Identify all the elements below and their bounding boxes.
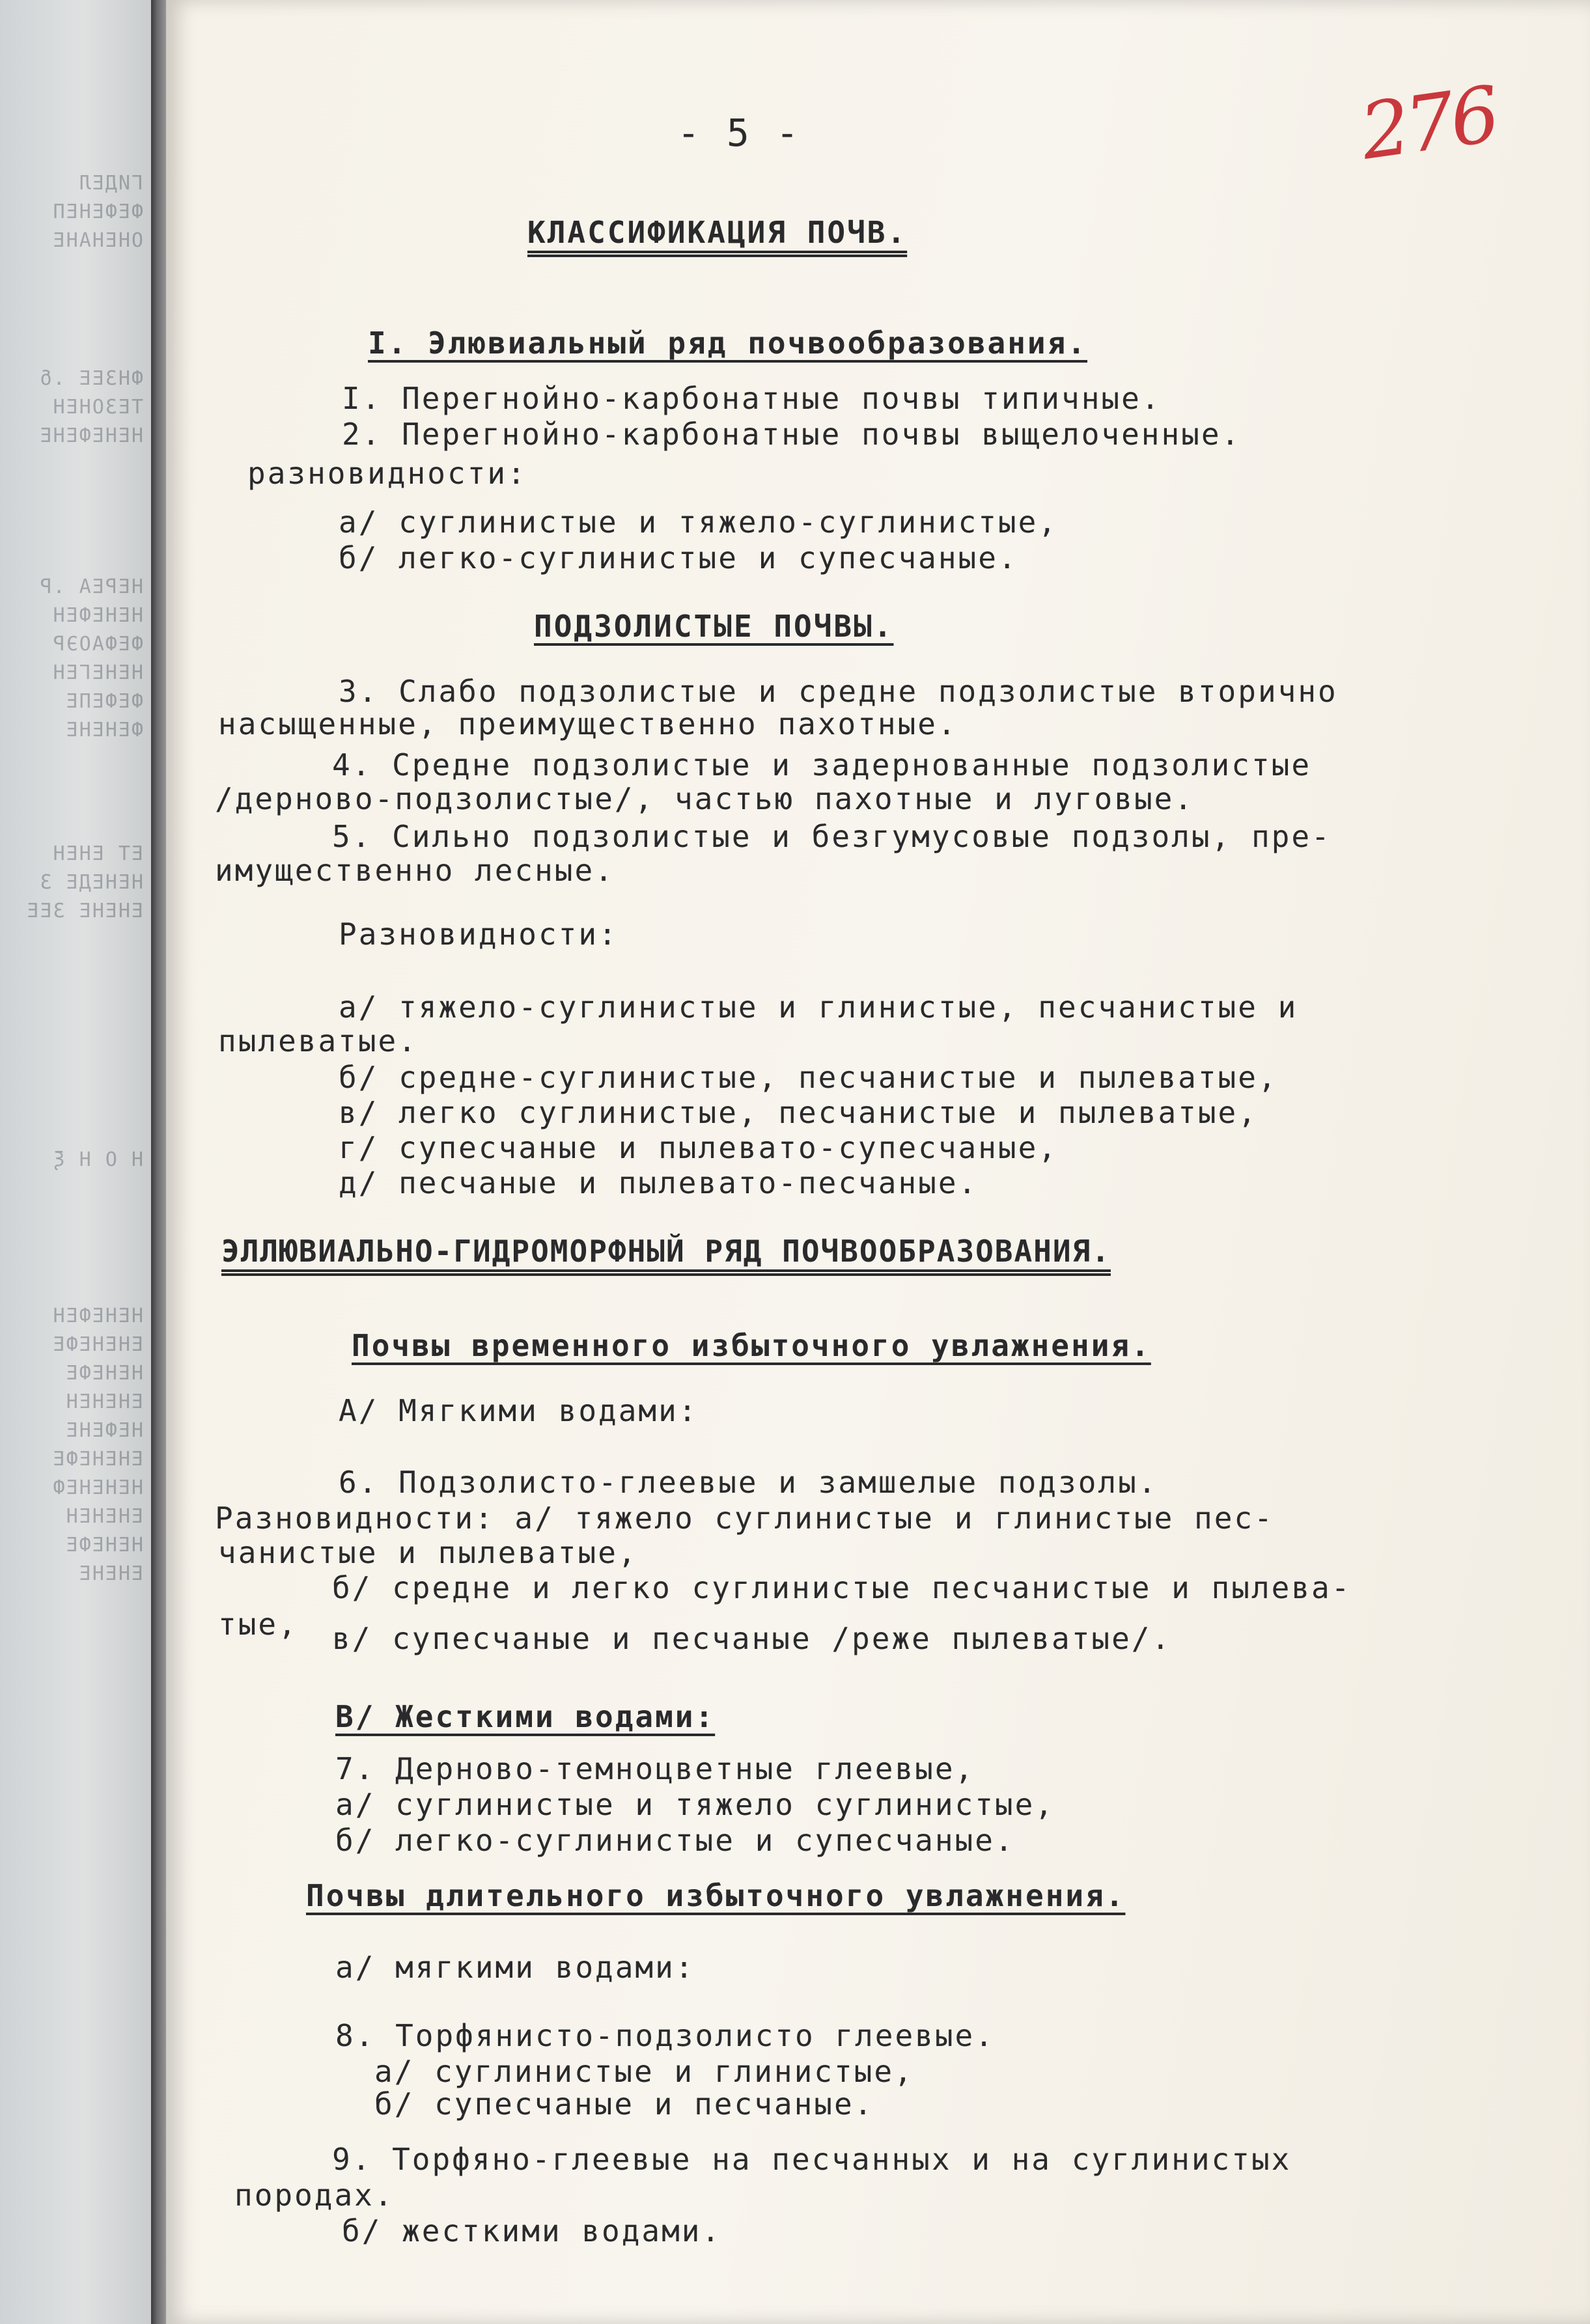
text-line: чанистые и пылеватые, xyxy=(218,1535,638,1570)
subsection-heading: Почвы временного избыточного увлажнения. xyxy=(352,1328,1151,1363)
text-line: породах. xyxy=(234,2178,395,2213)
text-line: 6. Подзолисто-глеевые и замшелые подзолы. xyxy=(339,1465,1158,1500)
text-line: б/ средне-суглинистые, песчанистые и пылеватые, xyxy=(339,1060,1278,1095)
section-heading: I. Элювиальный ряд почвообразования. xyxy=(368,325,1087,361)
bleed-through-text: ФНЗЕЕ .δ ТЕЗОНЕН НЕНЕФЕНЕ xyxy=(38,367,143,447)
bleed-through-text: Н О Н ξ xyxy=(51,1148,143,1171)
text-line: 2. Перегнойно-карбонатные почвы выщелоченные. xyxy=(342,417,1242,452)
section-heading: ПОДЗОЛИСТЫЕ ПОЧВЫ. xyxy=(534,609,894,644)
bleed-through-text: ГИДЕЛ ФЕФЕНЕП ОНЕНАНЕ xyxy=(51,172,143,252)
text-line: а/ мягкими водами: xyxy=(335,1950,695,1985)
text-line: I. Перегнойно-карбонатные почвы типичные. xyxy=(342,381,1162,416)
text-line: г/ супесчаные и пылевато-супесчаные, xyxy=(339,1130,1058,1165)
text-line: д/ песчаные и пылевато-песчаные. xyxy=(339,1165,979,1200)
text-line: в/ супесчаные и песчаные /реже пылеватые/. xyxy=(332,1621,1172,1656)
text-line: Разновидности: xyxy=(339,917,619,952)
text-line: 8. Торфянисто-подзолисто глеевые. xyxy=(335,2018,995,2053)
archive-page-number-handwritten: 276 xyxy=(1355,69,1501,177)
text-line: а/ суглинистые и тяжело суглинистые, xyxy=(335,1787,1055,1822)
text-line: пылеватые. xyxy=(218,1023,418,1058)
text-line: 7. Дерново-темноцветные глеевые, xyxy=(335,1751,975,1786)
text-line: 5. Сильно подзолистые и безгумусовые подзолы, пре- xyxy=(332,819,1332,854)
text-line: б/ легко-суглинистые и супесчаные. xyxy=(339,540,1018,575)
text-line: /дерново-подзолистые/, частью пахотные и луговые. xyxy=(215,781,1195,816)
text-line: имущественно лесные. xyxy=(215,853,615,888)
text-line: в/ легко суглинистые, песчанистые и пылеватые, xyxy=(339,1095,1258,1130)
text-line: б/ жесткими водами. xyxy=(342,2213,722,2248)
text-line: А/ Мягкими водами: xyxy=(339,1393,699,1428)
section-heading: ЭЛЛЮВИАЛЬНО-ГИДРОМОРФНЫЙ РЯД ПОЧВООБРАЗОВАНИЯ. xyxy=(221,1234,1111,1269)
page-number: - 5 - xyxy=(677,111,801,155)
text-line: а/ тяжело-суглинистые и глинистые, песчанистые и xyxy=(339,989,1298,1025)
text-line: 3. Слабо подзолистые и средне подзолистые вторично xyxy=(339,674,1338,709)
text-line: а/ суглинистые и тяжело-суглинистые, xyxy=(339,505,1058,540)
text-line: насыщенные, преимущественно пахотные. xyxy=(218,706,958,741)
text-line: а/ суглинистые и глинистые, xyxy=(374,2054,914,2089)
bleed-through-text: НЕРЕА .Р НЕНЕФЕН ФЕФАОЭР НЕНЕГЕН ФЕФЕПЕ ФЕНЕНЕ xyxy=(38,575,143,741)
text-line: Разновидности: а/ тяжело суглинистые и глинистые пес- xyxy=(215,1501,1274,1536)
text-line: 4. Средне подзолистые и задернованные подзолистые xyxy=(332,747,1312,782)
document-title: КЛАССИФИКАЦИЯ ПОЧВ. xyxy=(527,215,908,250)
text-line: б/ супесчаные и песчаные. xyxy=(374,2086,874,2122)
text-line: б/ легко-суглинистые и супесчаные. xyxy=(335,1823,1015,1858)
text-line: разновидности: xyxy=(247,456,527,491)
bleed-through-text: НЕНЕФЕН ЕНЕНЕФЕ НЕНЕФЕ ЕНЕНЕН НЕФЕНЕ ЕНЕНЕФЕ НЕНЕНЕФ ЕНЕНЕН НЕНЕФЕ ЕНЕНЕ xyxy=(51,1305,143,1585)
subsection-heading: Почвы длительного избыточного увлажнения. xyxy=(306,1878,1126,1913)
bleed-through-text: ЕТ ЕНЕН НЕНЕДЕ З ЕНЕНЕ ЗЕЕ xyxy=(25,842,143,922)
text-line: 9. Торфяно-глеевые на песчанных и на суглинистых xyxy=(332,2142,1292,2177)
subsection-heading: В/ Жесткими водами: xyxy=(335,1699,716,1734)
text-line: б/ средне и легко суглинистые песчанистые и пылева- xyxy=(332,1570,1352,1605)
text-line: тые, xyxy=(218,1607,298,1642)
